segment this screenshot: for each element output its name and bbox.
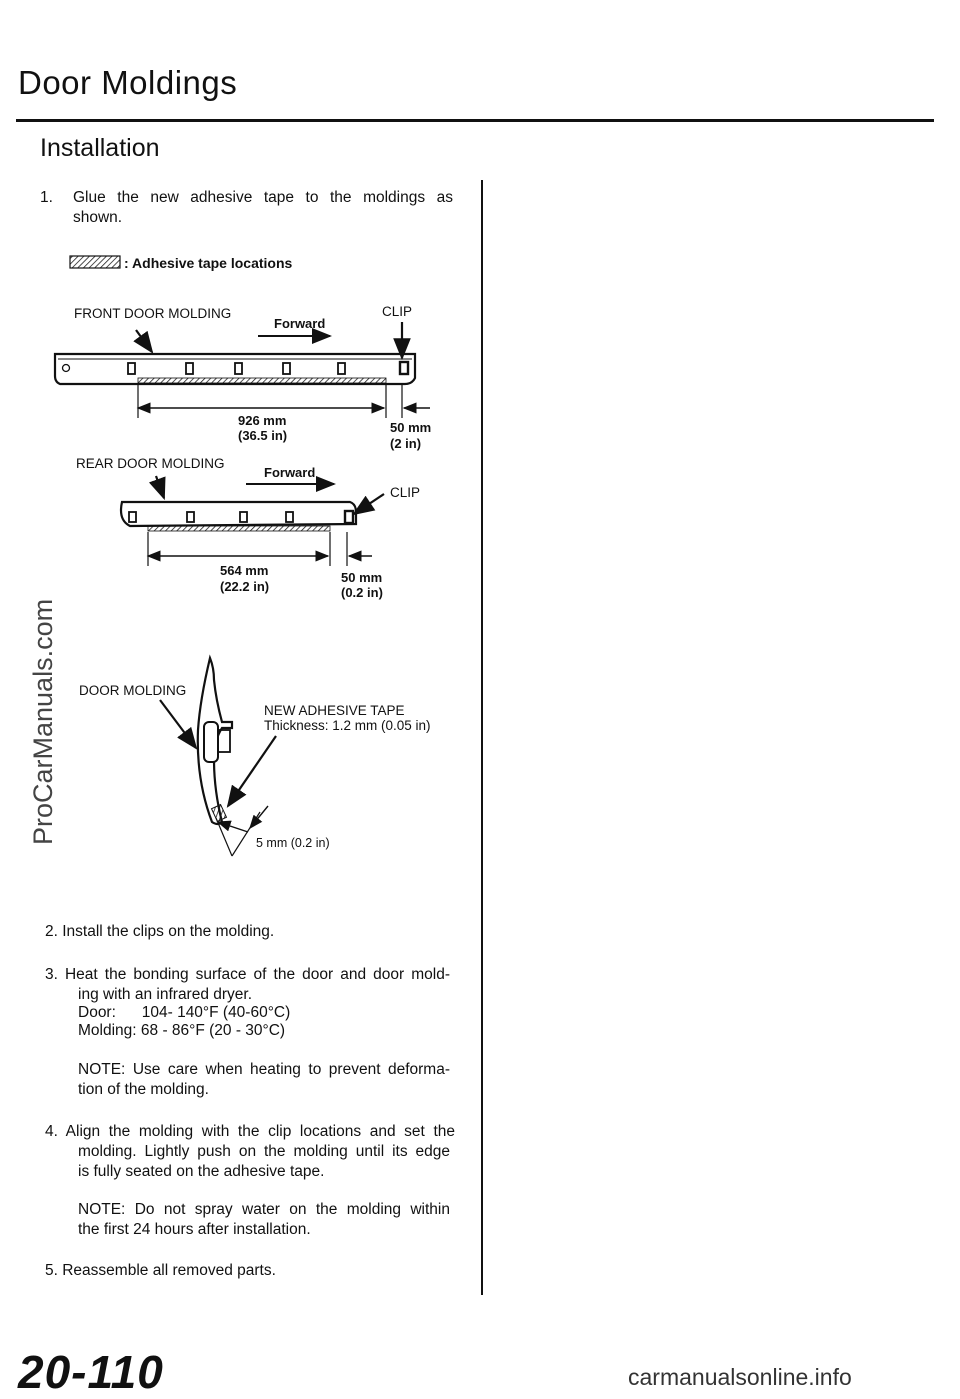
step-4-line2: molding. Lightly push on the molding until its edge [78, 1143, 450, 1160]
step-2: 2. Install the clips on the molding. [45, 923, 275, 940]
side-watermark: ProCarManuals.com [28, 598, 58, 845]
front-end-in: (2 in) [390, 436, 422, 451]
clip-label-rear: CLIP [390, 485, 421, 500]
front-molding-label: FRONT DOOR MOLDING [74, 306, 232, 321]
step-3-line2: ing with an infrared dryer. [78, 986, 253, 1003]
front-end-mm: 50 mm [390, 420, 432, 435]
step-4-line3: is fully seated on the adhesive tape. [78, 1163, 325, 1180]
note-2-line2: the first 24 hours after installation. [78, 1221, 311, 1238]
forward-label-front: Forward [274, 316, 326, 331]
forward-label-rear: Forward [264, 465, 316, 480]
section-title: Installation [40, 134, 160, 162]
hatch-legend-swatch [70, 256, 120, 268]
door-molding-label: DOOR MOLDING [79, 683, 187, 698]
front-length-mm: 926 mm [238, 413, 287, 428]
step-3-line1: 3. Heat the bonding surface of the door and door mold- [45, 966, 450, 983]
rear-end-in: (0.2 in) [341, 585, 383, 600]
step-5: 5. Reassemble all removed parts. [45, 1262, 276, 1279]
rear-end-mm: 50 mm [341, 570, 383, 585]
rear-length-mm: 564 mm [220, 563, 269, 578]
thickness-label: Thickness: 1.2 mm (0.05 in) [264, 718, 431, 733]
step-4-line1: 4. Align the molding with the clip locations and set the [45, 1123, 455, 1140]
offset-label: 5 mm (0.2 in) [256, 836, 330, 850]
rear-molding-drawing [121, 476, 384, 566]
step-1-line1: Glue the new adhesive tape to the moldings as [73, 189, 453, 206]
rear-molding-label: REAR DOOR MOLDING [76, 456, 225, 471]
site-watermark: carmanualsonline.info [628, 1364, 852, 1390]
front-length-in: (36.5 in) [238, 428, 288, 443]
rear-length-in: (22.2 in) [220, 579, 270, 594]
page-number: 20-110 [18, 1346, 164, 1398]
adhesive-tape-label: NEW ADHESIVE TAPE [264, 703, 405, 718]
legend-label: : Adhesive tape locations [124, 255, 293, 271]
note-1-line2: tion of the molding. [78, 1081, 209, 1098]
note-2-line1: NOTE: Do not spray water on the molding within [78, 1201, 450, 1218]
molding-temp: Molding: 68 - 86°F (20 - 30°C) [78, 1022, 286, 1039]
step-1-number: 1. [40, 189, 53, 206]
note-1-line1: NOTE: Use care when heating to prevent deforma- [78, 1061, 450, 1078]
clip-label-front: CLIP [382, 304, 413, 319]
door-temp: Door: 104- 140°F (40-60°C) [78, 1004, 291, 1021]
step-1-line2: shown. [73, 209, 123, 226]
page-title: Door Moldings [18, 64, 238, 101]
front-molding-drawing [55, 322, 430, 418]
